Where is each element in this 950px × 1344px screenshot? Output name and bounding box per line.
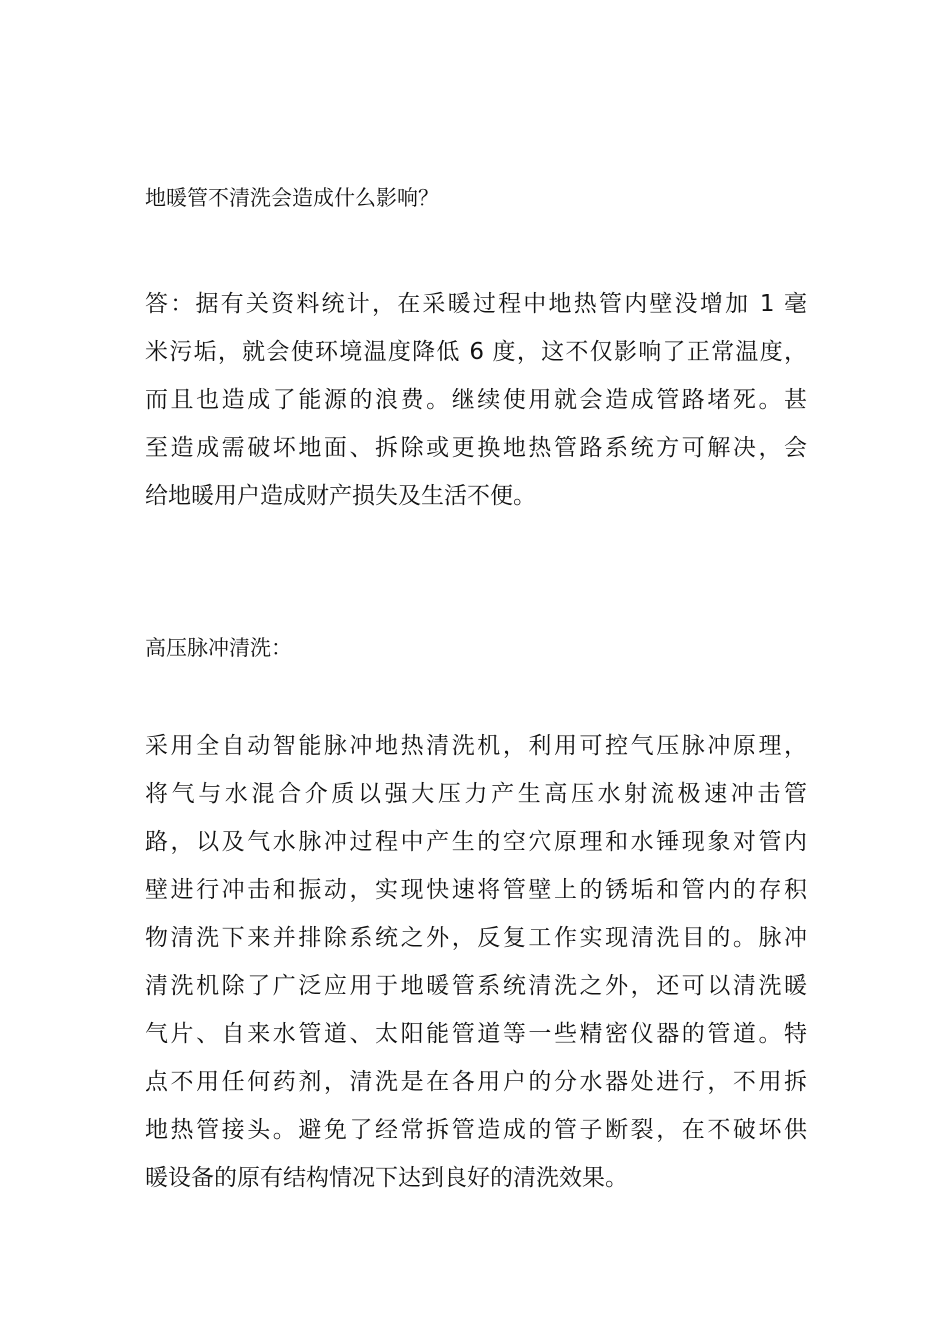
answer-line: 而且也造成了能源的浪费。继续使用就会造成管路堵死。甚 (145, 387, 807, 413)
answer-paragraph (145, 280, 807, 520)
method-line: 地热管接头。避免了经常拆管造成的管子断裂，在不破坏供 (145, 1117, 807, 1143)
method-line: 点不用任何药剂，清洗是在各用户的分水器处进行，不用拆 (145, 1069, 807, 1095)
method-line: 路，以及气水脉冲过程中产生的空穴原理和水锤现象对管内 (145, 829, 807, 855)
answer-line: 答：据有关资料统计，在采暖过程中地热管内壁没增加 1 毫 (145, 291, 807, 317)
method-line: 气片、自来水管道、太阳能管道等一些精密仪器的管道。特 (145, 1021, 807, 1047)
method-line: 采用全自动智能脉冲地热清洗机，利用可控气压脉冲原理， (145, 733, 807, 759)
answer-line: 给地暖用户造成财产损失及生活不便。 (145, 483, 536, 509)
section-heading: 高压脉冲清洗： (145, 636, 292, 660)
method-paragraph (145, 722, 807, 1202)
answer-line: 至造成需破坏地面、拆除或更换地热管路系统方可解决，会 (145, 435, 807, 461)
question-heading: 地暖管不清洗会造成什么影响？ (145, 186, 439, 210)
answer-line: 米污垢，就会使环境温度降低 6 度，这不仅影响了正常温度， (145, 339, 807, 365)
method-line: 物清洗下来并排除系统之外，反复工作实现清洗目的。脉冲 (145, 925, 807, 951)
method-line: 清洗机除了广泛应用于地暖管系统清洗之外，还可以清洗暖 (145, 973, 807, 999)
method-line: 将气与水混合介质以强大压力产生高压水射流极速冲击管 (145, 781, 807, 807)
method-line: 暖设备的原有结构情况下达到良好的清洗效果。 (145, 1165, 628, 1191)
method-line: 壁进行冲击和振动，实现快速将管壁上的锈垢和管内的存积 (145, 877, 807, 903)
